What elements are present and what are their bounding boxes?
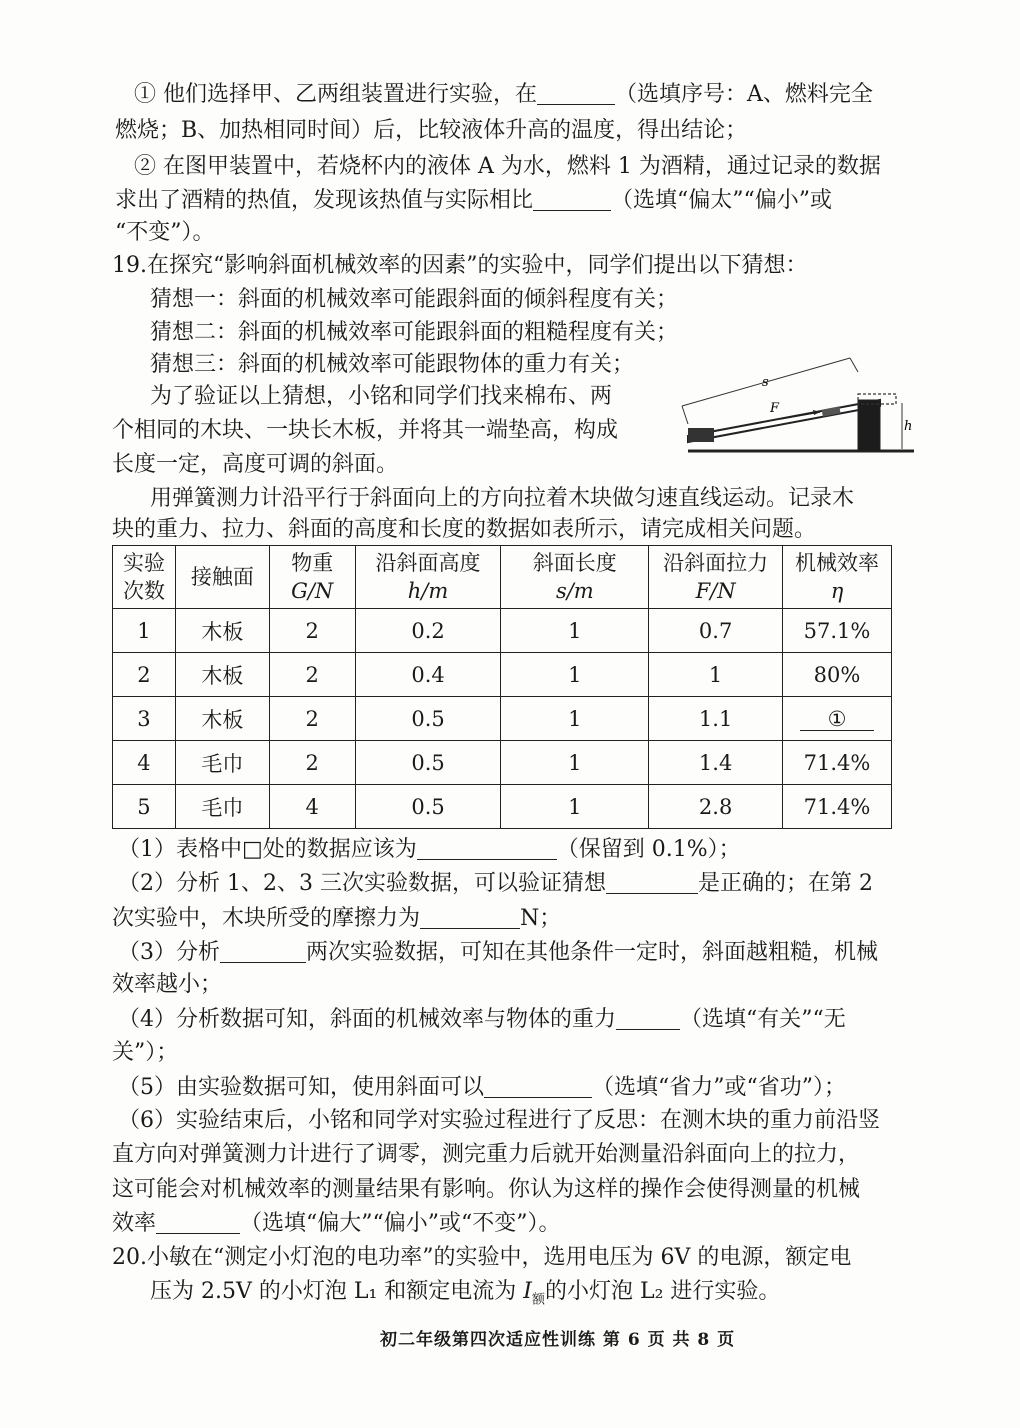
q19-desc-line1: 用弹簧测力计沿平行于斜面向上的方向拉着木块做匀速直线运动。记录木 xyxy=(150,486,855,511)
q19-title: 19.在探究“影响斜面机械效率的因素”的实验中，同学们提出以下猜想： xyxy=(112,253,808,278)
cell: 木板 xyxy=(175,653,269,697)
q19-guess2: 猜想二：斜面的机械效率可能跟斜面的粗糙程度有关； xyxy=(150,320,679,345)
cell: 5 xyxy=(113,785,176,829)
header-cell: 实验 次数 xyxy=(113,546,176,609)
header-cell: 沿斜面拉力 F/N xyxy=(649,546,783,609)
cell: 1.4 xyxy=(649,741,783,785)
cell: 2 xyxy=(269,609,355,653)
q19-sub6-line3: 这可能会对机械效率的测量结果有影响。你认为这样的操作会使得测量的机械 xyxy=(112,1177,861,1202)
q19-intro-line3: 长度一定，高度可调的斜面。 xyxy=(112,452,399,477)
answer-blank[interactable] xyxy=(420,906,520,929)
q19-sub6-line1: （6）实验结束后，小铭和同学对实验过程进行了反思：在测木块的重力前沿竖 xyxy=(118,1108,880,1133)
q20-line2: 压为 2.5V 的小灯泡 L₁ 和额定电流为 $I_额$的小灯泡 L₂ 进行实验。 xyxy=(150,1279,781,1308)
cell: 0.5 xyxy=(355,785,501,829)
header-cell: 机械效率 η xyxy=(783,546,892,609)
cell: 4 xyxy=(113,741,176,785)
cell: 0.5 xyxy=(355,697,501,741)
cell: 木板 xyxy=(175,697,269,741)
cell: 80% xyxy=(783,653,892,697)
cell: 1.1 xyxy=(649,697,783,741)
q19-sub3-line2: 效率越小； xyxy=(112,972,223,997)
q19-sub6-line4: 效率 （选填“偏大”“偏小”或“不变”）。 xyxy=(112,1211,561,1236)
cell: 木板 xyxy=(175,609,269,653)
experiment-table xyxy=(112,545,892,829)
q19-sub5: （5）由实验数据可知，使用斜面可以 （选填“省力”或“省功”）； xyxy=(118,1075,846,1100)
q19-sub2-line1: （2）分析 1、2、3 三次实验数据，可以验证猜想 是正确的；在第 2 xyxy=(118,871,873,896)
cell: 2 xyxy=(269,697,355,741)
cell: 2 xyxy=(269,653,355,697)
cell: 71.4% xyxy=(783,741,892,785)
cell: 0.4 xyxy=(355,653,501,697)
q19-sub6-line2: 直方向对弹簧测力计进行了调零，测完重力后就开始测量沿斜面向上的拉力， xyxy=(112,1142,861,1167)
cell: 57.1% xyxy=(783,609,892,653)
header-cell: 物重 G/N xyxy=(269,546,355,609)
table-row xyxy=(113,741,892,785)
q18-part2-line3: “不变”）。 xyxy=(115,220,215,245)
s-dimension-tick xyxy=(682,406,688,424)
cell: 1 xyxy=(501,741,649,785)
q19-sub2-line2: 次实验中，木块所受的摩擦力为 N； xyxy=(112,906,562,931)
q19-intro-line2: 个相同的木块、一块长木板，并将其一端垫高，构成 xyxy=(112,418,619,443)
q19-sub4-line2: 关”）； xyxy=(112,1040,179,1065)
circled-one-mark: ① xyxy=(800,708,874,731)
cell: 2 xyxy=(113,653,176,697)
s-label: s xyxy=(762,375,769,390)
incline-board xyxy=(688,400,880,442)
cloth-patch xyxy=(688,428,714,442)
q19-intro-line1: 为了验证以上猜想，小铭和同学们找来棉布、两 xyxy=(150,384,613,409)
cell: 1 xyxy=(501,653,649,697)
cell: 1 xyxy=(501,609,649,653)
q19-sub3-line1: （3）分析 两次实验数据，可知在其他条件一定时，斜面越粗糙，机械 xyxy=(118,940,879,965)
cell: 1 xyxy=(649,653,783,697)
q20-line1: 20.小敏在“测定小灯泡的电功率”的实验中，选用电压为 6V 的电源，额定电 xyxy=(112,1245,852,1270)
incline-diagram xyxy=(674,348,924,460)
cell-blank[interactable] xyxy=(783,697,892,741)
q18-part2-line2: 求出了酒精的热值，发现该热值与实际相比 （选填“偏太”“偏小”或 xyxy=(115,188,833,213)
q18-part2-line1: ② 在图甲装置中，若烧杯内的液体 A 为水，燃料 1 为酒精，通过记录的数据 xyxy=(134,154,881,179)
cell: 2.8 xyxy=(649,785,783,829)
cell: 毛巾 xyxy=(175,785,269,829)
h-label: h xyxy=(904,419,913,434)
answer-blank[interactable] xyxy=(484,1075,592,1098)
q18-part1-line2: 燃烧；B、加热相同时间）后，比较液体升高的温度，得出结论； xyxy=(115,118,748,143)
header-cell: 接触面 xyxy=(175,546,269,609)
q19-desc-line2: 块的重力、拉力、斜面的高度和长度的数据如表所示，请完成相关问题。 xyxy=(112,517,817,542)
cell: 1 xyxy=(501,785,649,829)
s-dimension-tick xyxy=(850,358,858,372)
cell: 毛巾 xyxy=(175,741,269,785)
table-row xyxy=(113,609,892,653)
answer-blank[interactable] xyxy=(533,188,611,211)
cell: 1 xyxy=(501,697,649,741)
answer-blank[interactable] xyxy=(220,940,306,963)
q19-guess3: 猜想三：斜面的机械效率可能跟物体的重力有关； xyxy=(150,352,635,377)
q18-part1-line1: ① 他们选择甲、乙两组装置进行实验，在 （选填序号：A、燃料完全 xyxy=(134,82,873,107)
answer-blank[interactable] xyxy=(537,82,615,105)
f-label: F xyxy=(770,401,780,416)
answer-blank[interactable] xyxy=(616,1007,680,1030)
answer-blank[interactable] xyxy=(417,837,557,860)
q19-sub4-line1: （4）分析数据可知，斜面的机械效率与物体的重力 （选填“有关”“无 xyxy=(118,1007,846,1032)
cell: 0.5 xyxy=(355,741,501,785)
cell: 4 xyxy=(269,785,355,829)
cell: 71.4% xyxy=(783,785,892,829)
table-header xyxy=(113,546,892,609)
q19-guess1: 猜想一：斜面的机械效率可能跟斜面的倾斜程度有关； xyxy=(150,287,679,312)
header-cell: 沿斜面高度 h/m xyxy=(355,546,501,609)
page-footer: 初二年级第四次适应性训练 第 6 页 共 8 页 xyxy=(380,1330,736,1350)
header-cell: 斜面长度 s/m xyxy=(501,546,649,609)
cell: 3 xyxy=(113,697,176,741)
cell: 0.7 xyxy=(649,609,783,653)
q19-sub1: （1）表格中□处的数据应该为 （保留到 0.1%）； xyxy=(118,837,741,862)
cell: 1 xyxy=(113,609,176,653)
table-row xyxy=(113,653,892,697)
answer-blank[interactable] xyxy=(156,1211,240,1234)
table-row xyxy=(113,785,892,829)
answer-blank[interactable] xyxy=(606,871,698,894)
cell: 2 xyxy=(269,741,355,785)
cell: 0.2 xyxy=(355,609,501,653)
table-row xyxy=(113,697,892,741)
support-block xyxy=(858,400,880,451)
